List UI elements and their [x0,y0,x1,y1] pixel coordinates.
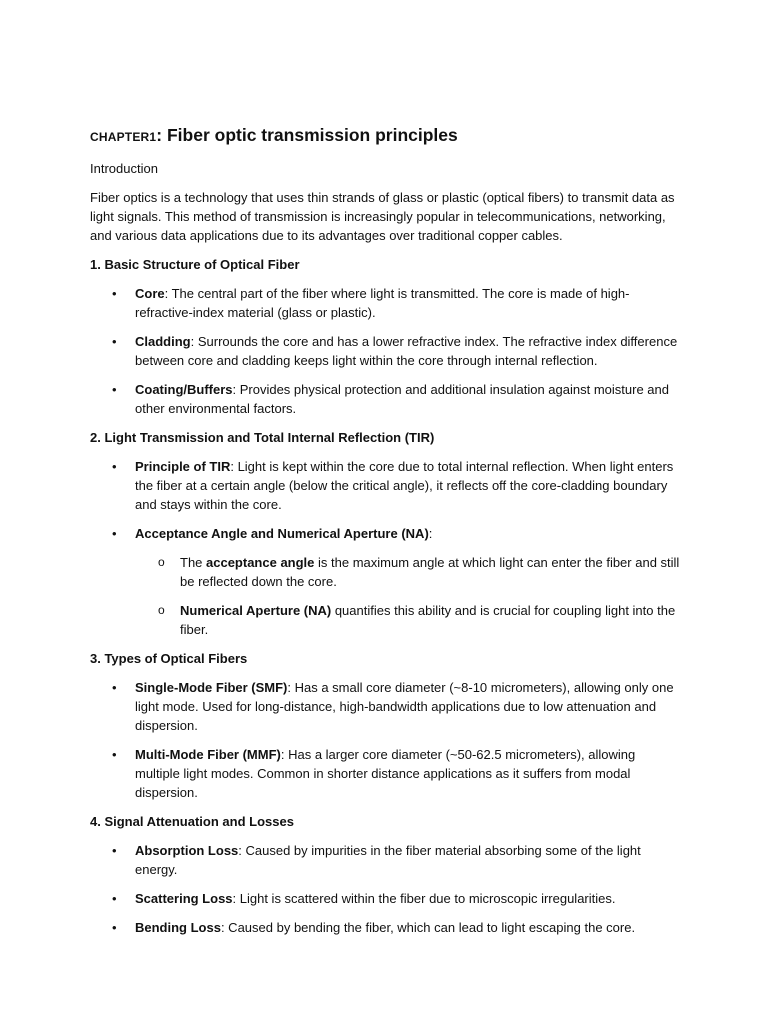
circle-bullet-icon: o [158,603,165,617]
bullet-list [90,284,682,418]
item-term: Single-Mode Fiber (SMF) [135,680,288,695]
section-heading: 1. Basic Structure of Optical Fiber [90,257,300,272]
sub-item-text: quantifies this ability and is crucial for coupling light into the fiber. [180,603,676,637]
item-term: Core [135,286,165,301]
item-term: Cladding [135,334,191,349]
item-text: : Light is scattered within the fiber due to microscopic irregularities. [232,891,616,906]
item-term: Multi-Mode Fiber (MMF) [135,747,281,762]
sub-bullet-list [135,553,682,639]
item-term: Scattering Loss [135,891,233,906]
sub-list-item [135,601,682,639]
list-item [90,918,682,937]
introduction-label: Introduction [90,161,158,176]
circle-bullet-icon: o [158,555,165,569]
bullet-icon: • [112,920,117,935]
bullet-list [90,457,682,639]
item-term: Acceptance Angle and Numerical Aperture (NA) [135,526,429,541]
chapter-title-text: Fiber optic transmission principles [166,125,458,145]
chapter-colon: : [156,125,167,145]
list-item [90,284,682,322]
item-text: : Surrounds the core and has a lower refractive index. The refractive index difference between core and cladding keeps light within the core through internal reflection. [135,334,678,368]
item-text: : Provides physical protection and additional insulation against moisture and other environmental factors. [135,382,669,416]
list-item [90,841,682,879]
document-body [90,122,682,947]
bullet-icon: • [112,334,117,349]
bullet-icon: • [112,891,117,906]
list-item [90,889,682,908]
chapter-title [90,122,682,150]
list-item [90,332,682,370]
bullet-list [90,841,682,937]
chapter-prefix: CHAPTER1 [90,130,157,144]
list-item [90,380,682,418]
bullet-list [90,678,682,802]
item-text: : Has a larger core diameter (~50-62.5 micrometers), allowing multiple light modes. Common in shorter distance applications as it suffers from modal dispersion. [135,747,636,800]
item-term: Bending Loss [135,920,221,935]
list-item [90,678,682,735]
list-item [90,524,682,639]
sub-item-term: acceptance angle [206,555,315,570]
section-heading: 3. Types of Optical Fibers [90,651,248,666]
bullet-icon: • [112,843,117,858]
item-term: Absorption Loss [135,843,239,858]
list-item [90,457,682,514]
bullet-icon: • [112,382,117,397]
item-text: : The central part of the fiber where light is transmitted. The core is made of high-refractive-index material (glass or plastic). [135,286,630,320]
item-text: : [428,526,433,541]
item-text: : Light is kept within the core due to total internal reflection. When light enters the fiber at a certain angle (below the critical angle), it reflects off the core-cladding boundary and stays within the core. [135,459,674,512]
list-item [90,745,682,802]
item-text: : Caused by impurities in the fiber material absorbing some of the light energy. [135,843,641,877]
item-term: Coating/Buffers [135,382,233,397]
bullet-icon: • [112,286,117,301]
bullet-icon: • [112,680,117,695]
sub-list-item [135,553,682,591]
item-text: : Caused by bending the fiber, which can lead to light escaping the core. [220,920,636,935]
bullet-icon: • [112,526,117,541]
item-term: Principle of TIR [135,459,231,474]
sub-item-term: Numerical Aperture (NA) [180,603,332,618]
section-heading: 2. Light Transmission and Total Internal Reflection (TIR) [90,430,435,445]
introduction-paragraph: Fiber optics is a technology that uses thin strands of glass or plastic (optical fibers) to transmit data as light signals. This method of transmission is increasingly popular in telecommunications, networking, and various data applications due to its advantages over traditional copper cables. [90,190,675,243]
item-text: : Has a small core diameter (~8-10 micrometers), allowing only one light mode. Used for long-distance, high-bandwidth applications due to low attenuation and dispersion. [135,680,674,733]
section-heading: 4. Signal Attenuation and Losses [90,814,294,829]
bullet-icon: • [112,747,117,762]
sub-item-pre: The [180,555,207,570]
bullet-icon: • [112,459,117,474]
sub-item-text: is the maximum angle at which light can enter the fiber and still be reflected down the core. [180,555,680,589]
